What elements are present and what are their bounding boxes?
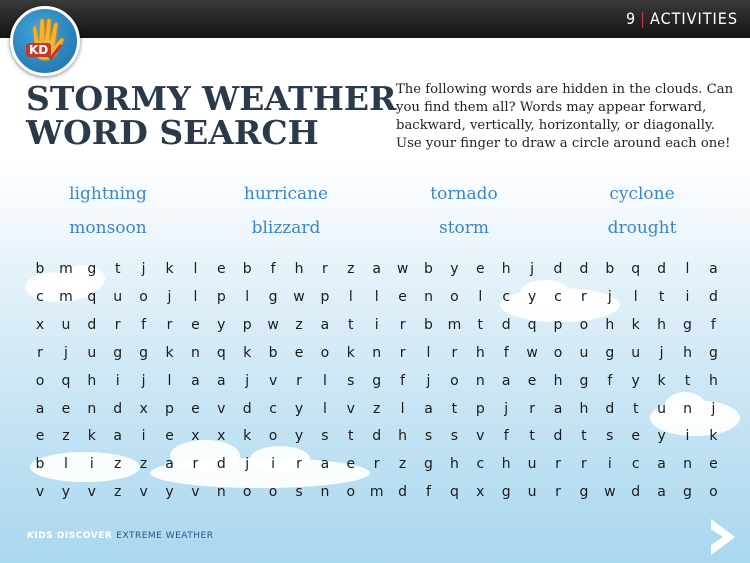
grid-letter[interactable]: k xyxy=(165,344,174,361)
grid-letter[interactable]: k xyxy=(346,344,355,361)
grid-letter[interactable]: j xyxy=(63,344,68,361)
grid-letter[interactable]: n xyxy=(87,400,97,417)
word-item: drought xyxy=(607,218,677,238)
grid-letter[interactable]: i xyxy=(271,456,276,473)
grid-letter[interactable]: l xyxy=(374,288,379,305)
grid-letter[interactable]: s xyxy=(321,428,329,445)
grid-letter[interactable]: a xyxy=(657,456,666,473)
grid-letter[interactable]: j xyxy=(607,288,612,305)
word-item: monsoon xyxy=(69,218,147,238)
grid-letter[interactable]: j xyxy=(167,288,172,305)
grid-letter[interactable]: e xyxy=(398,288,407,305)
grid-letter[interactable]: w xyxy=(604,484,616,501)
grid-letter[interactable]: h xyxy=(579,400,589,417)
grid-letter[interactable]: f xyxy=(710,316,716,333)
grid-letter[interactable]: v xyxy=(87,484,96,501)
page-title xyxy=(26,79,397,152)
grid-letter[interactable]: l xyxy=(167,372,172,389)
word-item: hurricane xyxy=(243,184,329,204)
grid-letter[interactable]: u xyxy=(657,400,667,417)
grid-letter[interactable]: a xyxy=(657,484,666,501)
grid-letter[interactable]: r xyxy=(192,456,199,473)
grid-letter[interactable]: c xyxy=(476,456,485,473)
grid-letter[interactable]: r xyxy=(399,316,406,333)
grid-letter[interactable]: e xyxy=(709,456,718,473)
grid-letter[interactable]: o xyxy=(709,484,718,501)
grid-letter[interactable]: a xyxy=(553,400,563,417)
grid-letter[interactable]: u xyxy=(61,316,71,333)
grid-letter[interactable]: k xyxy=(165,261,174,277)
grid-letter[interactable]: n xyxy=(190,344,200,361)
grid-letter[interactable]: y xyxy=(294,400,304,417)
grid-letter[interactable]: b xyxy=(242,261,252,277)
grid-letter[interactable]: o xyxy=(268,428,278,445)
grid-letter[interactable]: s xyxy=(295,484,303,501)
grid-letter[interactable]: d xyxy=(579,261,589,277)
footer-brand: KIDS DISCOVER xyxy=(27,531,113,541)
grid-letter[interactable]: v xyxy=(217,400,226,417)
grid-letter[interactable]: z xyxy=(295,316,303,333)
grid-letter[interactable]: d xyxy=(708,288,718,305)
title-line-1: STORMY WEATHER xyxy=(26,79,397,118)
grid-letter[interactable]: v xyxy=(35,484,45,501)
grid-letter[interactable]: b xyxy=(35,261,45,277)
grid-letter[interactable]: t xyxy=(632,400,639,417)
grid-letter[interactable]: n xyxy=(372,344,382,361)
grid-letter[interactable]: e xyxy=(216,261,226,277)
grid-letter[interactable]: p xyxy=(165,400,174,417)
grid-letter[interactable]: z xyxy=(114,456,122,473)
footer-section: EXTREME WEATHER xyxy=(116,531,214,541)
grid-letter[interactable]: k xyxy=(631,316,640,333)
grid-letter[interactable]: k xyxy=(243,428,252,445)
grid-letter[interactable]: h xyxy=(501,261,511,277)
grid-letter[interactable]: n xyxy=(475,372,485,389)
grid-letter[interactable]: m xyxy=(369,484,384,501)
grid-letter[interactable]: d xyxy=(398,484,408,501)
grid-letter[interactable]: e xyxy=(35,428,45,445)
grid-letter[interactable]: j xyxy=(141,372,146,389)
word-item: tornado xyxy=(430,184,498,204)
grid-letter[interactable]: z xyxy=(373,400,381,417)
grid-letter[interactable]: t xyxy=(684,372,691,389)
grid-letter[interactable]: c xyxy=(631,456,640,473)
grid-letter[interactable]: a xyxy=(191,372,200,389)
grid-letter[interactable]: r xyxy=(451,344,458,361)
grid-letter[interactable]: g xyxy=(87,261,97,277)
grid-letter[interactable]: f xyxy=(400,372,406,389)
grid-letter[interactable]: w xyxy=(396,261,409,277)
grid-letter[interactable]: h xyxy=(475,344,485,361)
grid-letter[interactable]: g xyxy=(424,456,433,473)
grid-letter[interactable]: r xyxy=(296,456,302,473)
grid-letter[interactable]: v xyxy=(476,428,485,445)
grid-letter[interactable]: h xyxy=(398,428,408,445)
grid-letter[interactable]: g xyxy=(501,484,511,501)
grid-letter[interactable]: r xyxy=(555,484,561,501)
grid-letter[interactable]: i xyxy=(374,316,379,333)
grid-letter[interactable]: d xyxy=(216,456,226,473)
grid-letter[interactable]: d xyxy=(87,316,97,333)
grid-letter[interactable]: s xyxy=(347,372,355,389)
grid-letter[interactable]: r xyxy=(114,316,121,333)
grid-letter[interactable]: e xyxy=(346,456,356,473)
grid-letter[interactable]: r xyxy=(555,456,561,473)
grid-letter[interactable]: o xyxy=(139,288,148,305)
grid-letter[interactable]: i xyxy=(141,428,146,445)
grid-letter[interactable]: l xyxy=(400,400,405,417)
grid-letter[interactable]: o xyxy=(450,288,459,305)
grid-letter[interactable]: j xyxy=(504,400,509,417)
grid-letter[interactable]: q xyxy=(631,261,641,277)
grid-letter[interactable]: y xyxy=(631,372,640,389)
grid-letter[interactable]: u xyxy=(527,456,537,473)
grid-letter[interactable]: h xyxy=(605,316,615,333)
grid-letter[interactable]: r xyxy=(581,288,587,305)
grid-letter[interactable]: j xyxy=(245,456,250,473)
grid-letter[interactable]: d xyxy=(605,400,615,417)
grid-letter[interactable]: l xyxy=(348,288,353,305)
kids-discover-logo[interactable] xyxy=(10,6,80,76)
grid-letter[interactable]: o xyxy=(35,372,45,389)
grid-letter[interactable]: f xyxy=(607,372,613,389)
grid-letter[interactable]: h xyxy=(449,456,459,473)
grid-letter[interactable]: x xyxy=(476,484,485,501)
grid-letter[interactable]: o xyxy=(346,484,356,501)
grid-letter[interactable]: o xyxy=(553,344,563,361)
grid-letter[interactable]: t xyxy=(658,288,665,305)
grid-letter[interactable]: z xyxy=(347,261,355,277)
grid-letter[interactable]: t xyxy=(529,428,535,445)
grid-letter[interactable]: b xyxy=(35,456,45,473)
word-item: lightning xyxy=(69,184,147,204)
grid-letter[interactable]: a xyxy=(424,400,433,417)
grid-letter[interactable]: t xyxy=(581,428,587,445)
chevron-right-icon xyxy=(707,517,739,557)
grid-letter[interactable]: r xyxy=(529,400,535,417)
grid-letter[interactable]: t xyxy=(348,316,354,333)
next-page-button[interactable] xyxy=(707,517,739,557)
grid-letter[interactable]: d xyxy=(113,400,123,417)
grid-letter[interactable]: u xyxy=(631,344,641,361)
grid-letter[interactable]: k xyxy=(87,428,96,445)
grid-letter[interactable]: f xyxy=(503,344,509,361)
grid-letter[interactable]: l xyxy=(322,372,327,389)
grid-letter[interactable]: l xyxy=(478,288,483,305)
grid-letter[interactable]: g xyxy=(113,344,123,361)
grid-letter[interactable]: e xyxy=(475,261,485,277)
grid-letter[interactable]: h xyxy=(87,372,97,389)
grid-letter[interactable]: d xyxy=(553,261,563,277)
grid-letter[interactable]: n xyxy=(424,288,433,305)
hand-icon xyxy=(13,9,77,73)
grid-letter[interactable]: g xyxy=(372,372,382,389)
grid-letter[interactable]: a xyxy=(217,372,226,389)
grid-letter[interactable]: j xyxy=(426,372,431,389)
grid-letter[interactable]: d xyxy=(501,316,511,333)
grid-letter[interactable]: l xyxy=(63,456,68,473)
grid-letter[interactable]: p xyxy=(553,316,563,333)
grid-letter[interactable]: w xyxy=(526,344,538,361)
word-item: storm xyxy=(438,218,490,238)
grid-letter[interactable]: v xyxy=(268,372,278,389)
grid-letter[interactable]: q xyxy=(87,288,97,305)
grid-letter[interactable]: g xyxy=(683,316,692,333)
grid-letter[interactable]: t xyxy=(451,400,458,417)
grid-letter[interactable]: a xyxy=(320,316,330,333)
grid-letter[interactable]: h xyxy=(683,344,692,361)
grid-letter[interactable]: r xyxy=(373,456,380,473)
grid-letter[interactable]: x xyxy=(217,428,226,445)
grid-letter[interactable]: w xyxy=(267,316,279,333)
grid-letter[interactable]: f xyxy=(426,484,431,501)
grid-letter[interactable]: w xyxy=(293,288,305,305)
grid-letter[interactable]: h xyxy=(657,316,667,333)
grid-letter[interactable]: d xyxy=(242,400,252,417)
grid-letter[interactable]: a xyxy=(501,372,511,389)
grid-letter[interactable]: o xyxy=(268,484,278,501)
word-item: cyclone xyxy=(609,184,675,204)
grid-letter[interactable]: f xyxy=(503,428,509,445)
grid-letter[interactable]: p xyxy=(475,400,485,417)
grid-letter[interactable]: j xyxy=(530,261,535,277)
grid-letter[interactable]: h xyxy=(501,456,511,473)
grid-letter[interactable]: u xyxy=(87,344,97,361)
grid-letter[interactable]: e xyxy=(61,400,71,417)
grid-letter[interactable]: q xyxy=(449,484,459,501)
grid-letter[interactable]: l xyxy=(685,261,690,277)
grid-letter[interactable]: n xyxy=(320,484,330,501)
grid-letter[interactable]: z xyxy=(62,428,70,445)
grid-letter[interactable]: n xyxy=(683,400,692,417)
grid-letter[interactable]: d xyxy=(553,428,563,445)
grid-letter[interactable]: a xyxy=(165,456,174,473)
instructions-text: The following words are hidden in the clouds. Can you find them all? Words may appear forward, backward, vertically, horizontally, or diagonally. Use your finger to draw a circle around each one! xyxy=(396,82,734,151)
grid-letter[interactable]: v xyxy=(139,484,148,501)
word-item: blizzard xyxy=(251,218,321,238)
grid-letter[interactable]: g xyxy=(579,372,589,389)
grid-letter[interactable]: h xyxy=(553,372,563,389)
grid-letter[interactable]: f xyxy=(141,316,147,333)
grid-letter[interactable]: i xyxy=(607,456,612,473)
grid-letter[interactable]: i xyxy=(685,288,690,305)
grid-letter[interactable]: d xyxy=(657,261,667,277)
grid-letter[interactable]: t xyxy=(477,316,484,333)
grid-letter[interactable]: e xyxy=(191,316,200,333)
grid-letter[interactable]: e xyxy=(527,372,537,389)
grid-letter[interactable]: l xyxy=(426,344,431,361)
grid-letter[interactable]: g xyxy=(708,344,718,361)
grid-letter[interactable]: c xyxy=(36,288,44,305)
page-indicator xyxy=(626,9,738,28)
grid-letter[interactable]: i xyxy=(115,372,120,389)
grid-letter[interactable]: y xyxy=(165,484,174,501)
grid-letter[interactable]: m xyxy=(447,316,462,333)
grid-letter[interactable]: l xyxy=(322,400,327,417)
grid-letter[interactable]: l xyxy=(245,288,250,305)
section-label: ACTIVITIES xyxy=(650,9,738,28)
grid-letter[interactable]: m xyxy=(59,261,73,277)
grid-letter[interactable]: u xyxy=(579,344,589,361)
grid-letter[interactable]: j xyxy=(711,400,716,417)
grid-letter[interactable]: e xyxy=(165,428,174,445)
grid-letter[interactable]: t xyxy=(348,428,354,445)
footer xyxy=(27,531,213,541)
grid-letter[interactable]: n xyxy=(683,456,692,473)
grid-letter[interactable]: y xyxy=(61,484,71,501)
grid-letter[interactable]: u xyxy=(527,484,537,501)
grid-letter[interactable]: g xyxy=(579,484,589,501)
grid-letter[interactable]: c xyxy=(502,288,511,305)
grid-letter[interactable]: b xyxy=(605,261,615,277)
grid-letter[interactable]: r xyxy=(296,372,302,389)
grid-letter[interactable]: r xyxy=(322,261,328,277)
grid-letter[interactable]: o xyxy=(579,316,589,333)
grid-letter[interactable]: r xyxy=(399,344,406,361)
grid-letter[interactable]: l xyxy=(193,261,198,277)
grid-letter[interactable]: x xyxy=(35,316,45,333)
grid-letter[interactable]: r xyxy=(166,316,173,333)
grid-letter[interactable]: q xyxy=(61,372,71,389)
grid-letter[interactable]: u xyxy=(113,288,123,305)
grid-letter[interactable]: c xyxy=(269,400,277,417)
grid-letter[interactable]: b xyxy=(424,261,433,277)
title-line-2: WORD SEARCH xyxy=(26,113,319,152)
grid-letter[interactable]: a xyxy=(35,400,45,417)
grid-letter[interactable]: q xyxy=(216,344,226,361)
grid-letter[interactable]: t xyxy=(114,261,121,277)
grid-letter[interactable]: p xyxy=(216,288,226,305)
grid-letter[interactable]: a xyxy=(113,428,122,445)
grid-letter[interactable]: g xyxy=(605,344,615,361)
grid-letter[interactable]: o xyxy=(242,484,252,501)
grid-letter[interactable]: y xyxy=(294,428,304,445)
grid-letter[interactable]: a xyxy=(372,261,381,277)
grid-letter[interactable]: f xyxy=(270,261,276,277)
grid-letter[interactable]: y xyxy=(450,261,459,277)
grid-letter[interactable]: j xyxy=(141,261,146,277)
grid-letter[interactable]: k xyxy=(243,344,252,361)
grid-letter[interactable]: o xyxy=(450,372,459,389)
grid-letter[interactable]: x xyxy=(191,428,200,445)
grid-letter[interactable]: n xyxy=(216,484,226,501)
grid-letter[interactable]: z xyxy=(398,456,407,473)
grid-letter[interactable]: b xyxy=(268,344,278,361)
grid-letter[interactable]: s xyxy=(424,428,433,445)
grid-letter[interactable]: v xyxy=(346,400,355,417)
grid-letter[interactable]: s xyxy=(450,428,459,445)
separator: | xyxy=(640,9,646,28)
grid-letter[interactable]: g xyxy=(268,288,278,305)
grid-letter[interactable]: q xyxy=(527,316,537,333)
grid-letter[interactable]: p xyxy=(242,316,252,333)
grid-letter[interactable]: b xyxy=(424,316,433,333)
grid-letter[interactable]: l xyxy=(633,288,638,305)
grid-letter[interactable]: r xyxy=(37,344,43,361)
grid-letter[interactable]: z xyxy=(139,456,148,473)
grid-letter[interactable]: y xyxy=(217,316,226,333)
grid-letter[interactable]: x xyxy=(139,400,148,417)
grid-letter[interactable]: a xyxy=(709,261,718,277)
grid-letter[interactable]: c xyxy=(554,288,562,305)
grid-letter[interactable]: k xyxy=(709,428,718,445)
grid-letter[interactable]: l xyxy=(193,288,198,305)
grid-letter[interactable]: p xyxy=(320,288,330,305)
grid-letter[interactable]: i xyxy=(89,456,94,473)
grid-letter[interactable]: y xyxy=(527,288,537,305)
grid-letter[interactable]: v xyxy=(191,484,200,501)
grid-letter[interactable]: s xyxy=(606,428,614,445)
grid-letter[interactable]: j xyxy=(659,344,664,361)
grid-letter[interactable]: y xyxy=(657,428,666,445)
grid-letter[interactable]: e xyxy=(631,428,640,445)
grid-letter[interactable]: e xyxy=(191,400,200,417)
logo-text: KD xyxy=(26,43,51,57)
grid-letter[interactable]: h xyxy=(294,261,304,277)
grid-letter[interactable]: a xyxy=(320,456,330,473)
grid-letter[interactable]: h xyxy=(708,372,718,389)
grid-letter[interactable]: z xyxy=(114,484,122,501)
grid-letter[interactable]: o xyxy=(320,344,330,361)
grid-letter[interactable]: e xyxy=(294,344,304,361)
grid-letter[interactable]: d xyxy=(372,428,382,445)
grid-letter[interactable]: j xyxy=(245,372,250,389)
grid-letter[interactable]: g xyxy=(683,484,692,501)
page-number: 9 xyxy=(625,9,637,28)
grid-letter[interactable]: i xyxy=(685,428,690,445)
grid-letter[interactable]: m xyxy=(59,288,73,305)
grid-letter[interactable]: k xyxy=(657,372,666,389)
grid-letter[interactable]: d xyxy=(631,484,641,501)
grid-letter[interactable]: r xyxy=(581,456,587,473)
grid-letter[interactable]: g xyxy=(139,344,149,361)
